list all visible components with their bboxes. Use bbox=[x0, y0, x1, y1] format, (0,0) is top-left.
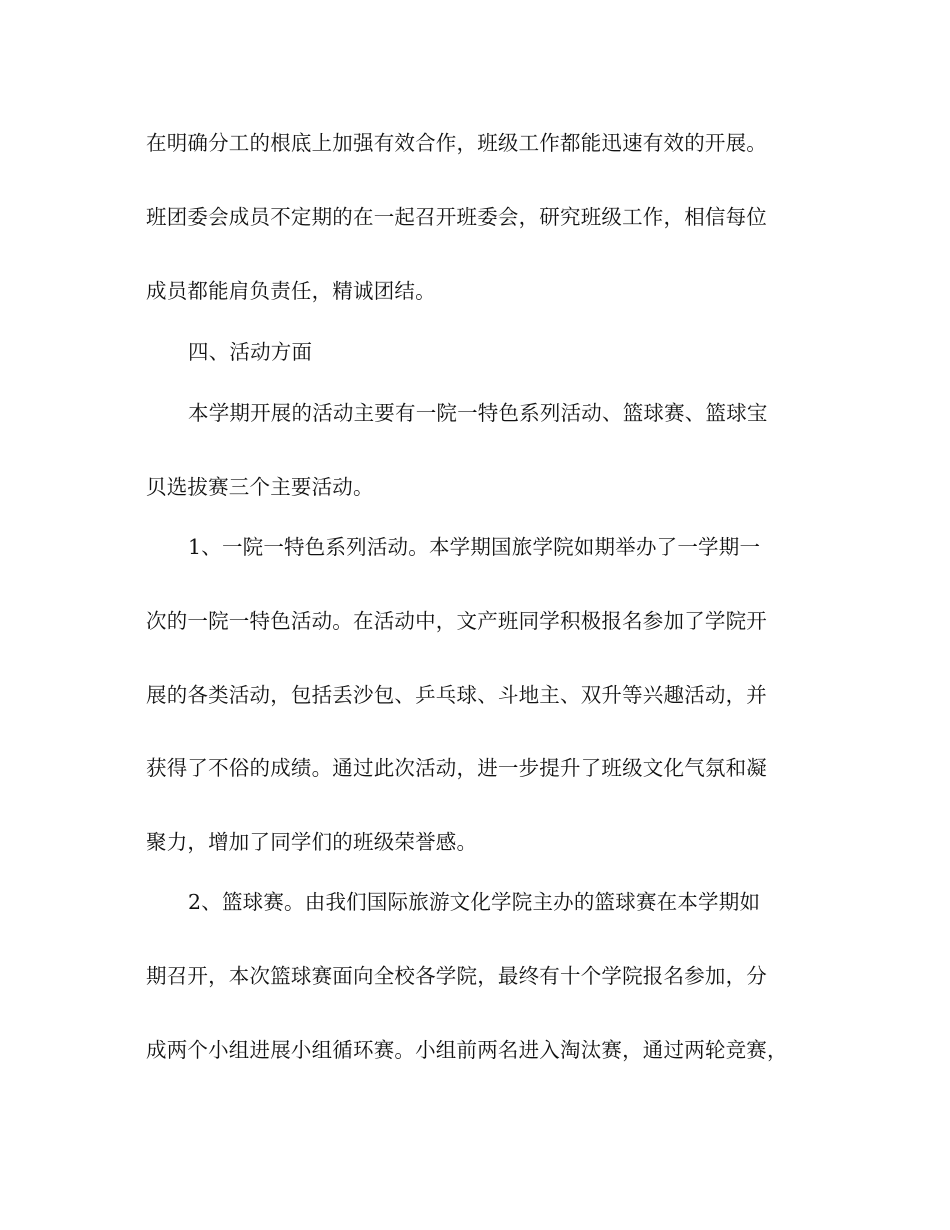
text-line-14: 成两个小组进展小组循环赛。小组前两名进入淘汰赛，通过两轮竞赛， bbox=[146, 1038, 788, 1062]
text-line-8: 次的一院一特色活动。在活动中，文产班同学积极报名参加了学院开 bbox=[146, 609, 767, 633]
section-heading: 四、活动方面 bbox=[188, 340, 313, 364]
text-line-12: 2、篮球赛。由我们国际旅游文化学院主办的篮球赛在本学期如 bbox=[188, 890, 761, 914]
text-line-13: 期召开，本次篮球赛面向全校各学院，最终有十个学院报名参加，分 bbox=[146, 964, 767, 988]
text-line-5: 本学期开展的活动主要有一院一特色系列活动、篮球赛、篮球宝 bbox=[188, 401, 768, 425]
text-line-2: 班团委会成员不定期的在一起召开班委会，研究班级工作，相信每位 bbox=[146, 205, 767, 229]
text-line-6: 贝选拔赛三个主要活动。 bbox=[146, 475, 374, 499]
text-line-11: 聚力，增加了同学们的班级荣誉感。 bbox=[146, 830, 478, 854]
text-line-7: 1、一院一特色系列活动。本学期国旅学院如期举办了一学期一 bbox=[188, 535, 761, 559]
text-line-3: 成员都能肩负责任，精诚团结。 bbox=[146, 279, 436, 303]
text-line-1: 在明确分工的根底上加强有效合作，班级工作都能迅速有效的开展。 bbox=[146, 131, 767, 155]
text-line-10: 获得了不俗的成绩。通过此次活动，进一步提升了班级文化气氛和凝 bbox=[146, 756, 767, 780]
text-line-9: 展的各类活动，包括丢沙包、乒乓球、斗地主、双升等兴趣活动，并 bbox=[146, 683, 767, 707]
